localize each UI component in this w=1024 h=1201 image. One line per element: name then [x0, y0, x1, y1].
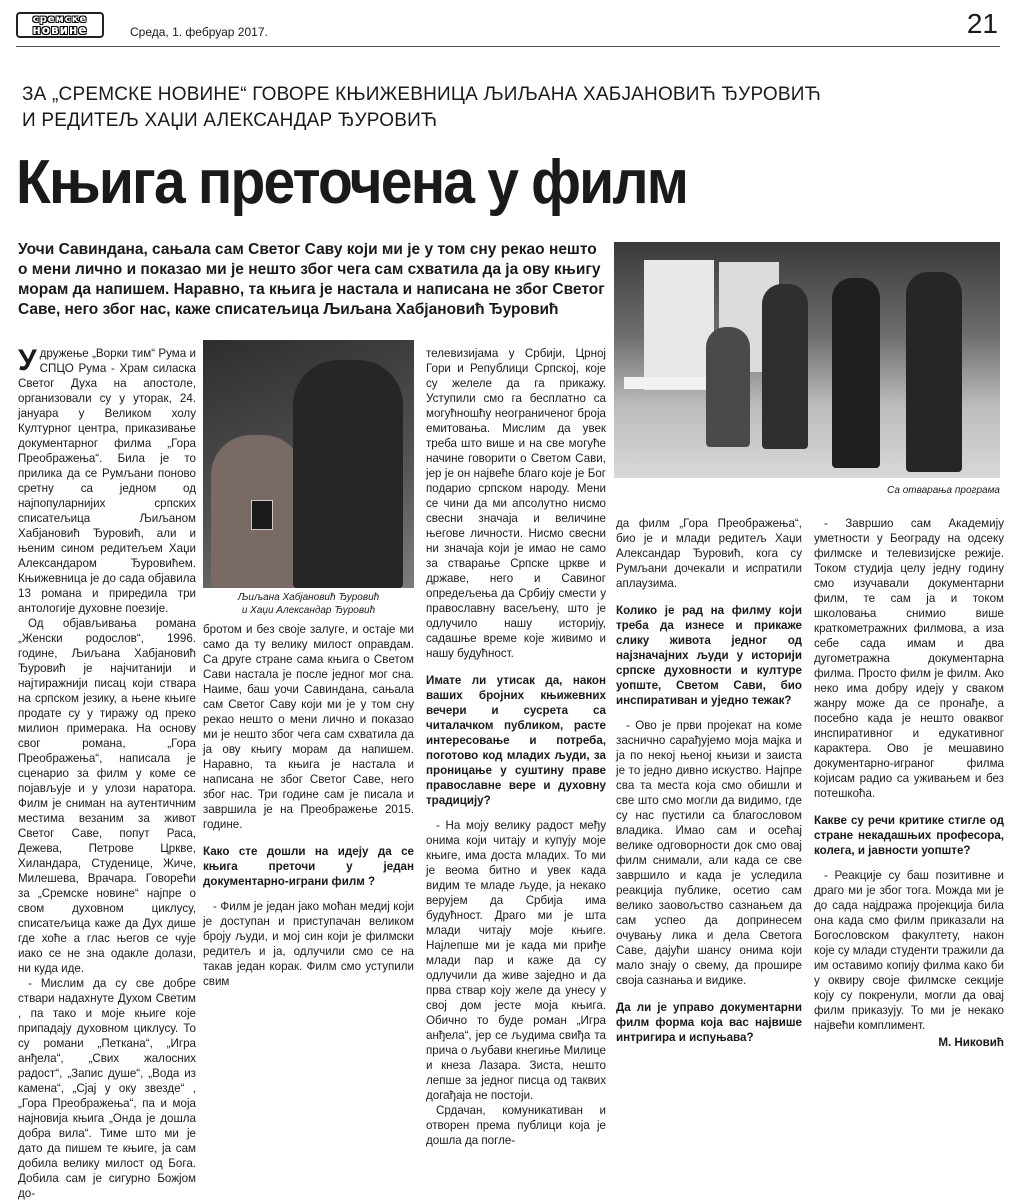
photo-person [762, 284, 808, 449]
article-column-3 [426, 346, 606, 1147]
book-icon [251, 500, 273, 530]
article-column-4 [616, 516, 802, 1044]
lede: Уочи Савиндана, сањала сам Светог Саву који ми је у том сну рекао нешто о мени лично и показао ми је нешто због чега сам схватила да ја ову књигу морам да напишем. Наравно, та књига је настала и написана не због Светог Саве, него због нас, каже списатељица Љиљана Хабјановић Ђуровић [18, 241, 605, 318]
photo-person [293, 360, 403, 588]
kicker [22, 82, 1002, 134]
kicker-line2: И РЕДИТЕЉ ХАЏИ АЛЕКСАНДАР ЂУРОВИЋ [22, 110, 438, 131]
photo-backdrop-panel [644, 260, 714, 390]
headline: Књига преточена у филм [16, 148, 688, 217]
drop-cap: У [18, 344, 37, 377]
event-photo [614, 242, 1000, 478]
interview-question: Какве су речи критике стигле од стране некадашњих професора, колега, и јавности уопште? [814, 814, 1004, 857]
photo-caption-left [203, 591, 414, 617]
paragraph: - Ово је први пројекат на коме заснично сарађујемо моја мајка и ја по некој њеној књизи и заиста је то једно дивно искуство. Најпре сва та места која смо обишли и све што смо могли да видимо, где су нас пустили са благословом владика. Имао сам и осећај велике одговорности док смо овај филм снимали, али када се све завршило и када је уследила реакција публике, осетио сам велико заовољство сазнањем да сам успео да допринесем очувању лика и дела Светога Саве, дајући шансу онима који мало знају о свему, да прошире своја сазнања и видике. [616, 719, 802, 987]
article-column-2 [203, 622, 414, 988]
issue-date: Среда, 1. фебруар 2017. [130, 25, 268, 39]
paragraph: - На моју велику радост међу онима који читају и купују моје књиге, има доста младих. То ми је веома битно и увек када видим те младе људе, ја некако верујем да Србија има будућност. Драго ми је шта млади читају моје књиге. Најлепше ми је када ми приђе млади пар и каже да су одлучили да живе заједно и да прва ствар коју желе да унесу у свој дом јесте моја књига. Обично то буде роман „Игра анђела“, јер се људима свиђа та прича о љубави кнегиње Милице и кнеза Лазара. Зиста, нешто лепше за једног писца од таквих догађаја не постоји. [426, 819, 606, 1102]
article-column-5 [814, 516, 1004, 1049]
masthead-line1: сремске [32, 14, 88, 25]
interview-question: Имате ли утисак да, након ваших бројних књижевних вечери и сусрета са читалачком публиком, расте интересовање и потреба, поготово код младих људи, за проницање у суштину праве православне вере и духовну традицију? [426, 674, 606, 807]
caption-left-line1: Љиљана Хабјановић Ђуровић [237, 592, 380, 603]
article-column-1 [18, 344, 196, 1200]
masthead-line2: новине [32, 23, 88, 37]
paragraph: - Завршио сам Академију уметности у Београду на одсеку филмске и телевизијске режије. Током студија целу једну годину смо изучавали документарни филм, те сам ја и током школовања снимио више краткометражних филмова, а иза себе сада имам и два дугометражна документарна филма. Просто филм је филм. Ако неко има добру идеју у сваком жанру може да се пронађе, а посебно када је нешто оваквог инспиративног и едукативног карактера. Ово је мешавино документарно-игранoг филма којисам радио са уживањем и без потешкоћа. [814, 517, 1004, 800]
header-divider [16, 46, 1000, 47]
paragraph: - Филм је један јако моћан медиј који је доступан и приступачан великом броју људи, и мој син који је филмски редитељ и ја, одлучили смо се на такав један корак. Филм смо уступили свим [203, 900, 414, 988]
portrait-photo [203, 340, 414, 588]
masthead-logo [16, 12, 104, 38]
photo-caption-right: Са отварања програма [887, 485, 1000, 496]
page-number: 21 [966, 8, 998, 39]
caption-left-line2: и Хаџи Александар Ђуровић [241, 605, 376, 616]
paragraph: - Реакције су баш позитивне и драго ми је због тога. Можда ми је до сада најдража пројекција била она када смо филм приказали на Богословском факултету, након које су млади студенти тражили да им оставимо копију филма како би у оквиру своје филмске секције коју су покренули, могли да овај филм приказују. То ми је некако највећи комплимент. [814, 869, 1004, 1032]
paragraph [18, 346, 196, 616]
interview-question: Колико је рад на филму који треба да изнесе и прикаже слику живота једног од најзначајних људи у историји српске духовности и културе уопште, Светом Сави, био инспиративан и уједно тежак? [616, 604, 802, 707]
photo-person [906, 272, 962, 472]
author-signature: М. Никовић [938, 1036, 1004, 1049]
kicker-line1: ЗА „СРЕМСКЕ НОВИНЕ“ ГОВОРЕ КЊИЖЕВНИЦА ЉИЉАНА ХАБЈАНОВИЋ ЂУРОВИЋ [22, 84, 822, 105]
paragraph-text: дружење „Ворки тим“ Рума и СПЦО Рума - Храм силаска Светог Духа на апостоле, организовали су у уторак, 24. јануара у Великом холу Културног центра, приказивање документарног филма „Гора Преображења“. Била је то прилика да се Румљани поново сретну са једном од најпопуларнијих српских списатељица Љиљаном Хабјановић Ђуровић, али и њеним сином редитељем Хаџи Александаром Ђуровићем. Књижевница је до сада објавила 13 романа и приредила три антологије духовне поезије. [18, 347, 196, 615]
paragraph: бротом и без своје залуге, и остаје ми само да ту велику милост оправдам. Са друге стране сама књига о Светом Сави настала је после једног мог сна. Наиме, баш уочи Савиндана, сањала сам Светог Саву који ми је у том сну рекао нешто о мени лично и показао ми је нешто због чега сам схватила да ја ову књигу морам да напишем. Наравно, та књига је настала и написана не због Светог Саве, него због нас. Три године сам је писала и завршила је на Преображење 2015. године. [203, 623, 414, 831]
interview-question: Да ли је управо документарни филм форма која вас највише интригира и испуњава? [616, 1001, 802, 1044]
paragraph: - Мислим да су све добре ствари надахнуте Духом Светим , па тако и моје књиге које припадају духовном циклусу. То су романи „Петкана“, „Игра анђела“, „Свих жалосних радост“, „Запис душе“, „Вода из камена“, „Сјај у оку звезде“ ,„Гора Преображења“, па и моја најновија књига „Онда је дошла добра вила“. Тиме што ми је дато да пишем те књиге, ја сам добила велику милост од Бога. Добила сам је сигурно Божјом до- [18, 977, 196, 1200]
paragraph: телевизијама у Србији, Црној Гори и Републици Српској, које су желеле да га прикажу. Уступили смо га бесплатно са могућношћу неограниченог броја емитовања. Мислим да увек треба што више и на све могуће начине говорити о Светом Сави, јер је он највеће благо које је Бог подарио српском народу. Мени се чини да ми апсолутно нисмо свесни значаја и величине његове личности. Нисмо свесни ни значаја који је имао не само за стварање Српске цркве и државе, него и Савиног опредељења да Србију смести у православну васељену, што је одлучило нашу историју, садашње време које живимо и нашу будућност. [426, 347, 606, 660]
photo-person [832, 278, 880, 468]
paragraph: Срдачан, комуникативан и отворен према публици која је дошла да погле- [426, 1104, 606, 1147]
interview-question: Како сте дошли на идеју да се књига преточи у један документарно-играни филм ? [203, 845, 414, 888]
paragraph: да филм „Гора Преображења“, био је и млади редитељ Хаџи Александар Ђуровић, кога су Румљани дочекали и испратили аплаузима. [616, 517, 802, 590]
photo-person [706, 327, 750, 447]
paragraph: Од објављивања романа „Женски родослов“, 1996. године, Љиљана Хабјановић Ђуровић је најчитанији и најтиражнији писац који ствара на српском језику, а њене књиге продате су у тиражу од преко милион примерака. На основу свог романа, „Гора Преображења“, написала је сценарио за филм у коме се појављује и у улози наратора. Филм је сниман на аутентичним местима везаним за живот Светог Саве, попут Раса, Дежева, Петрове Цркве, Хиландара, Студенице, Жиче, Милешева, Врачара. Говорећи за „Сремске новине“ најпре о свом духовном циклусу, списатељица каже да Дух дише где хоће а глас његов се чује иако се не зна одакле долази, ни куда иде. [18, 617, 196, 975]
